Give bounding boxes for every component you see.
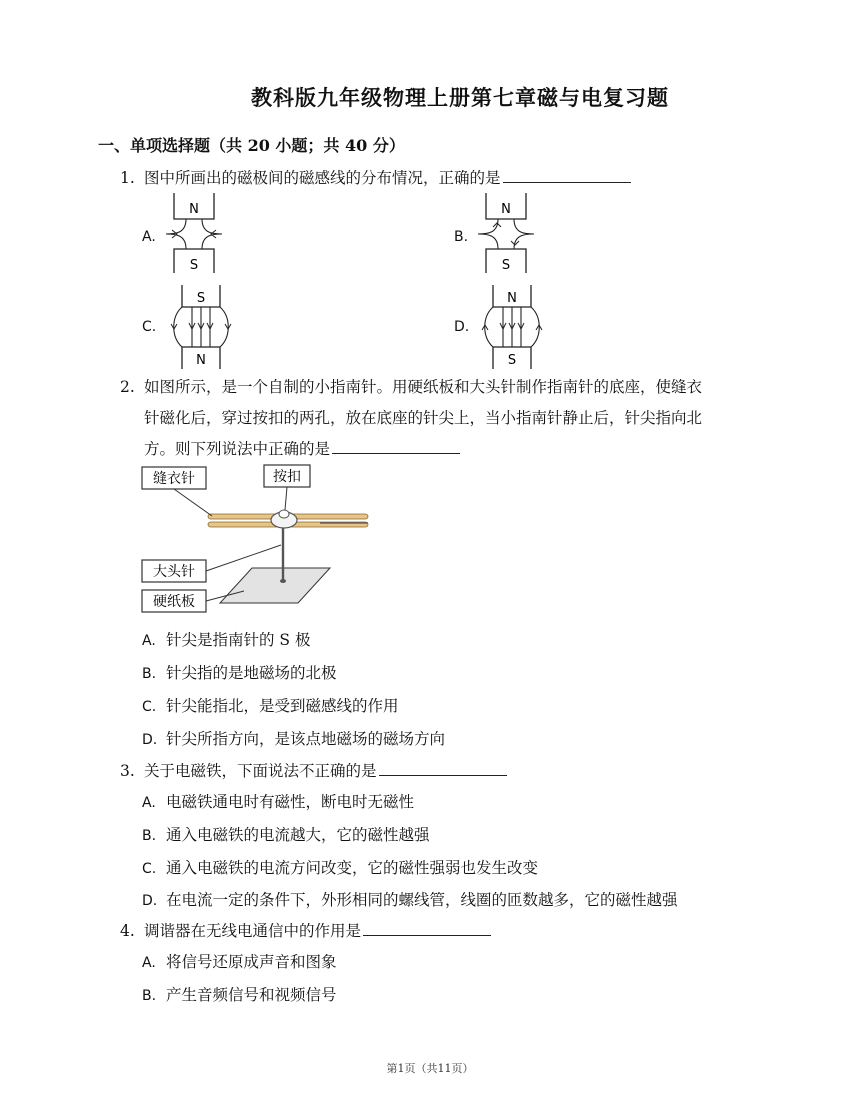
option-b[interactable]: B. 产生音频信号和视频信号 [142,986,337,1004]
option-b[interactable]: B. 针尖指的是地磁场的北极 [142,664,337,682]
question-number: 1. [120,169,135,187]
question-number: 2. [120,378,135,396]
answer-blank[interactable] [503,166,631,183]
option-a[interactable]: A. 针尖是指南针的 S 极 [142,631,311,649]
page-title: 教科版九年级物理上册第七章磁与电复习题 [251,85,669,110]
question-text: 如图所示，是一个自制的小指南针。用硬纸板和大头针制作指南针的底座，使缝衣 [144,378,703,396]
question-4 [120,916,491,947]
section-heading: 一、单项选择题（共 20 小题；共 40 分） [98,136,405,155]
question-number: 3. [120,762,135,780]
question-text: 针磁化后，穿过按扣的两孔，放在底座的针尖上，当小指南针静止后，针尖指向北 [144,409,703,427]
option-b[interactable]: B. 通入电磁铁的电流越大，它的磁性越强 [142,826,430,844]
question-2 [120,372,760,465]
option-label: B. [454,229,469,245]
homemade-compass-figure [140,463,370,616]
pole-label: S [196,291,206,306]
option-a[interactable]: A. 电磁铁通电时有磁性，断电时无磁性 [142,793,415,811]
pole-label: S [507,353,517,368]
pole-label: N [507,291,517,306]
option-label: C. [142,319,157,335]
answer-blank[interactable] [363,919,491,936]
label-board: 硬纸板 [153,594,195,610]
question-3 [120,756,507,787]
pole-label: N [196,353,206,368]
pole-label: S [189,258,199,273]
option-d[interactable]: D. 在电流一定的条件下，外形相同的螺线管，线圈的匝数越多，它的磁性越强 [142,891,678,909]
answer-blank[interactable] [332,437,460,454]
option-a[interactable]: A. 将信号还原成声音和图象 [142,953,337,971]
label-button: 按扣 [273,469,301,485]
answer-blank[interactable] [379,759,507,776]
question-number: 4. [120,922,135,940]
pole-label: N [189,202,199,217]
page-footer: 第1页（共11页） [386,1062,474,1075]
option-c[interactable]: C. 针尖能指北，是受到磁感线的作用 [142,697,399,715]
pole-label: S [501,258,511,273]
pole-label: N [501,202,511,217]
magnet-field-figure-c [170,285,232,369]
label-pin: 大头针 [153,564,195,580]
magnet-field-figure-d [481,285,543,369]
option-label: A. [142,229,156,245]
option-c[interactable]: C. 通入电磁铁的电流方问改变，它的磁性强弱也发生改变 [142,859,539,877]
magnet-field-figure-a [164,193,224,275]
question-text: 关于电磁铁，下面说法不正确的是 [144,762,377,780]
magnet-field-figure-b [476,193,536,275]
question-text: 调谐器在无线电通信中的作用是 [144,922,362,940]
option-label: D. [454,319,470,335]
question-1 [120,163,631,194]
question-text: 方。则下列说法中正确的是 [144,440,331,458]
question-text: 图中所画出的磁极间的磁感线的分布情况，正确的是 [144,169,501,187]
option-d[interactable]: D. 针尖所指方向，是该点地磁场的磁场方向 [142,730,446,748]
label-needle: 缝衣针 [153,471,195,487]
